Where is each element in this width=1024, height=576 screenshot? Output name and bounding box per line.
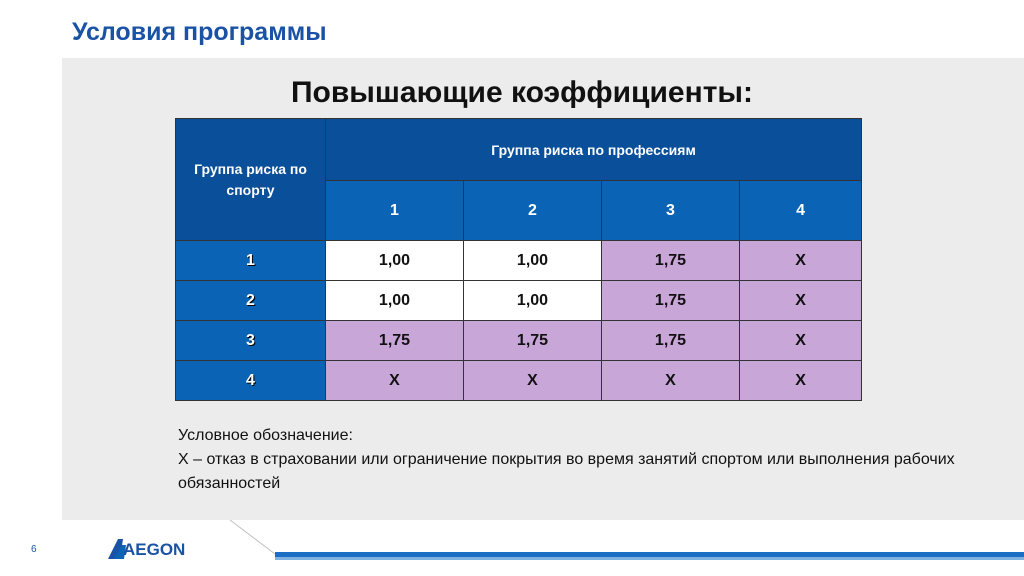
table-cell: 1,75 <box>602 241 740 281</box>
table-cell: X <box>740 241 862 281</box>
row-header: 3 <box>176 321 326 361</box>
legend-note <box>178 424 978 496</box>
table-cell: 1,00 <box>464 281 602 321</box>
row-header: 1 <box>176 241 326 281</box>
column-header: 1 <box>326 181 464 241</box>
table-cell: 1,00 <box>326 241 464 281</box>
column-header: 4 <box>740 181 862 241</box>
table-row <box>176 241 862 281</box>
table-cell: 1,00 <box>464 241 602 281</box>
table-cell: X <box>740 321 862 361</box>
column-header: 3 <box>602 181 740 241</box>
aegon-logo-icon <box>108 537 188 559</box>
table-row <box>176 321 862 361</box>
logo-text: AEGON <box>123 540 186 559</box>
table-cell: X <box>464 361 602 401</box>
table-cell: 1,75 <box>464 321 602 361</box>
table-cell: X <box>740 281 862 321</box>
aegon-logo <box>108 537 188 564</box>
table-cell: 1,75 <box>602 321 740 361</box>
column-header: 2 <box>464 181 602 241</box>
table-row <box>176 281 862 321</box>
group-header: Группа риска по профессиям <box>326 119 862 181</box>
row-header: 4 <box>176 361 326 401</box>
coefficients-table <box>175 118 862 401</box>
table-cell: 1,75 <box>326 321 464 361</box>
table-cell: 1,00 <box>326 281 464 321</box>
corner-header: Группа риска по спорту <box>176 119 326 241</box>
page-number: 6 <box>31 544 37 555</box>
table-row <box>176 361 862 401</box>
legend-text: X – отказ в страховании или ограничение покрытия во время занятий спортом или выполнения рабочих обязанностей <box>178 451 955 492</box>
table-cell: X <box>326 361 464 401</box>
table-cell: X <box>740 361 862 401</box>
slide-subtitle: Повышающие коэффициенты: <box>290 76 754 109</box>
table-cell: 1,75 <box>602 281 740 321</box>
legend-heading: Условное обозначение: <box>178 427 353 444</box>
row-header: 2 <box>176 281 326 321</box>
table-cell: X <box>602 361 740 401</box>
slide-title: Условия программы <box>72 18 327 46</box>
